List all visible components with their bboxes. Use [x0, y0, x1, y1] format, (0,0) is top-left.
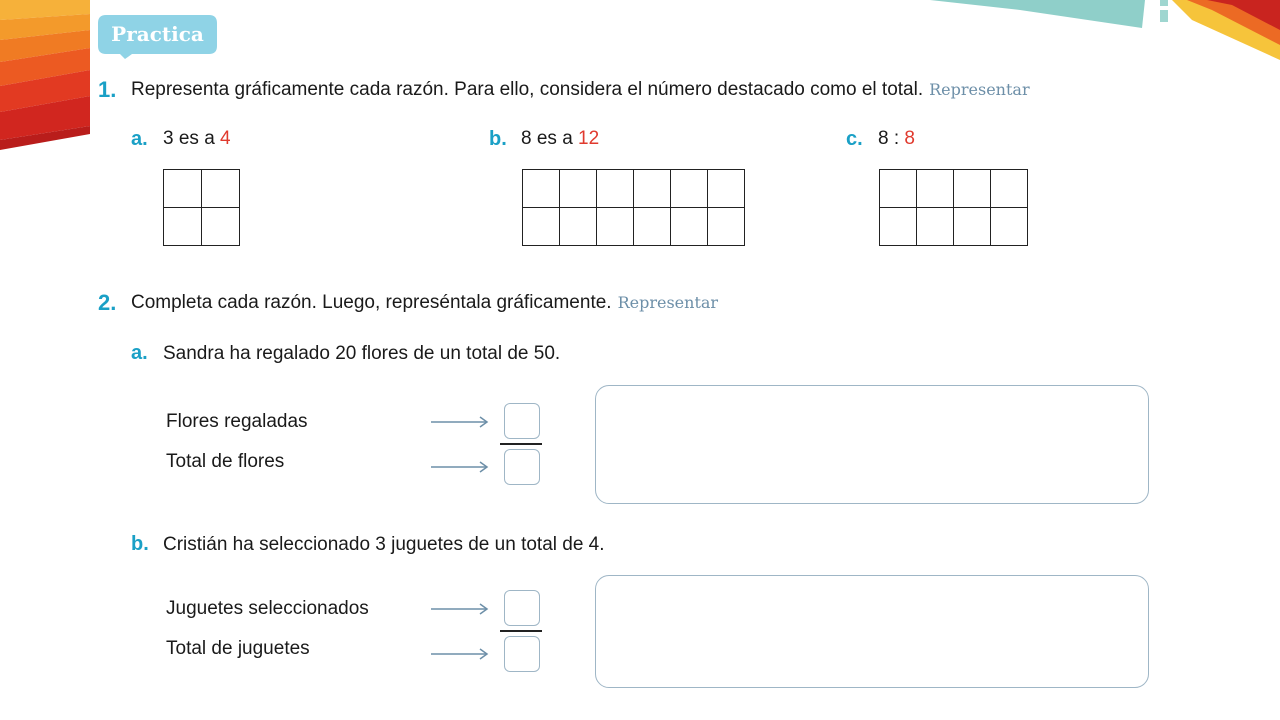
item-1b-part: 8 es a — [521, 128, 579, 149]
item-2b-numerator-input[interactable] — [504, 590, 540, 626]
item-2b-numerator-label: Juguetes seleccionados — [166, 598, 369, 619]
grid-cell[interactable] — [560, 170, 597, 208]
item-2b-denominator-label: Total de juguetes — [166, 638, 310, 659]
arrow-right-icon — [430, 602, 490, 616]
question-1-text: Representa gráficamente cada razón. Para ello, considera el número destacado como el total. — [131, 79, 924, 100]
grid-cell[interactable] — [202, 170, 240, 208]
decorative-band-top — [930, 0, 1145, 30]
grid-cell[interactable] — [880, 170, 917, 208]
grid-cell[interactable] — [917, 208, 954, 246]
item-1a-letter: a. — [131, 128, 148, 150]
item-2a-denominator-label: Total de flores — [166, 451, 285, 472]
grid-cell[interactable] — [523, 170, 560, 208]
grid-cell[interactable] — [202, 208, 240, 246]
question-1-skill: Representar — [929, 80, 1030, 99]
item-2b-text: Cristián ha seleccionado 3 juguetes de un total de 4. — [163, 534, 605, 555]
grid-cell[interactable] — [917, 170, 954, 208]
question-2-statement — [131, 292, 718, 314]
item-1c-ratio — [878, 128, 915, 150]
decorative-stripes-right — [1172, 0, 1280, 60]
grid-cell[interactable] — [991, 170, 1028, 208]
arrow-right-icon — [430, 415, 490, 429]
item-2a-drawing-area[interactable] — [595, 385, 1149, 504]
item-1a-ratio — [163, 128, 231, 150]
item-2a-denominator-input[interactable] — [504, 449, 540, 485]
decorative-mark-top — [1158, 0, 1170, 22]
question-2-number: 2. — [98, 290, 117, 315]
grid-cell[interactable] — [523, 208, 560, 246]
grid-cell[interactable] — [634, 170, 671, 208]
question-1-statement — [131, 79, 1030, 101]
item-1b-ratio — [521, 128, 599, 150]
item-2a-numerator-input[interactable] — [504, 403, 540, 439]
fraction-bar — [500, 630, 542, 632]
grid-cell[interactable] — [164, 208, 202, 246]
question-1-number: 1. — [98, 77, 117, 102]
item-2b-denominator-input[interactable] — [504, 636, 540, 672]
item-1b-letter: b. — [489, 128, 507, 150]
item-2a-letter: a. — [131, 342, 148, 364]
item-1c-total: 8 — [904, 128, 915, 149]
grid-cell[interactable] — [164, 170, 202, 208]
grid-cell[interactable] — [708, 208, 745, 246]
question-2-skill: Representar — [617, 293, 719, 312]
item-1b-grid — [522, 169, 745, 246]
item-1c-letter: c. — [846, 128, 863, 150]
section-badge-label: Practica — [111, 22, 204, 46]
grid-cell[interactable] — [880, 208, 917, 246]
item-2b-letter: b. — [131, 533, 149, 555]
question-2-text: Completa cada razón. Luego, represéntala gráficamente. — [131, 292, 612, 313]
grid-cell[interactable] — [991, 208, 1028, 246]
grid-cell[interactable] — [708, 170, 745, 208]
grid-cell[interactable] — [954, 208, 991, 246]
item-1c-grid — [879, 169, 1028, 246]
item-2a-text: Sandra ha regalado 20 flores de un total de 50. — [163, 343, 561, 364]
item-1a-part: 3 es a — [163, 128, 221, 149]
section-badge — [98, 15, 217, 54]
item-1c-part: 8 : — [878, 128, 905, 149]
arrow-right-icon — [430, 460, 490, 474]
decorative-stripes-left — [0, 0, 90, 150]
grid-cell[interactable] — [597, 170, 634, 208]
item-1a-total: 4 — [220, 128, 231, 149]
grid-cell[interactable] — [560, 208, 597, 246]
item-1b-total: 12 — [578, 128, 600, 149]
item-2b-drawing-area[interactable] — [595, 575, 1149, 688]
grid-cell[interactable] — [954, 170, 991, 208]
item-1a-grid — [163, 169, 240, 246]
item-2a-numerator-label: Flores regaladas — [166, 411, 308, 432]
grid-cell[interactable] — [597, 208, 634, 246]
arrow-right-icon — [430, 647, 490, 661]
grid-cell[interactable] — [671, 170, 708, 208]
fraction-bar — [500, 443, 542, 445]
grid-cell[interactable] — [671, 208, 708, 246]
grid-cell[interactable] — [634, 208, 671, 246]
